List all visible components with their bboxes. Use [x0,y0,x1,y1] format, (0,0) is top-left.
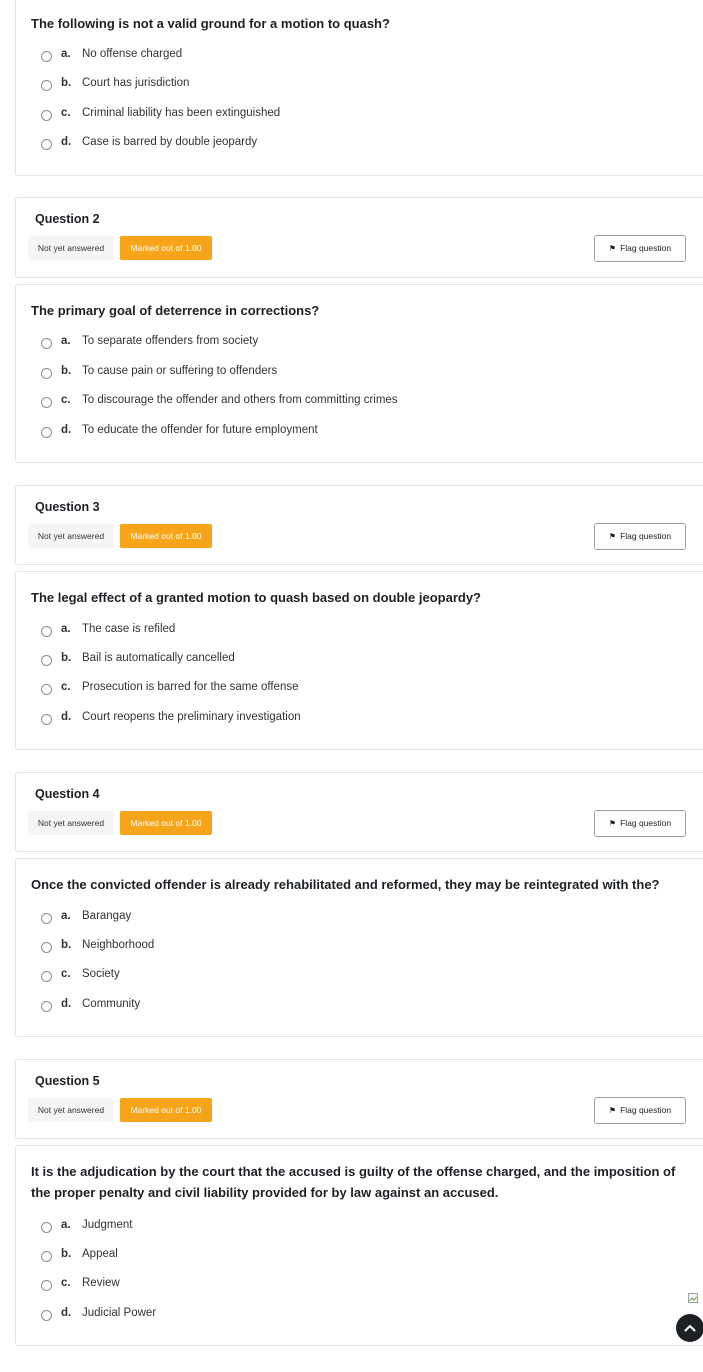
option-text: To cause pain or suffering to offenders [82,365,278,377]
flag-question-button[interactable]: ⚑ Flag question [594,523,686,550]
question-number: Question 4 [35,787,100,801]
option-text: Case is barred by double jeopardy [82,136,258,148]
q5-option-c[interactable] [16,1276,616,1294]
option-text: Review [82,1277,120,1289]
question-state: Not yet answered [28,1098,114,1122]
flag-icon: ⚑ [608,244,617,253]
radio-button[interactable] [41,397,52,408]
flag-icon: ⚑ [608,819,617,828]
option-letter: b. [61,77,72,89]
question-4-info [15,772,703,852]
option-text: Bail is automatically cancelled [82,652,235,664]
option-letter: b. [61,652,72,664]
option-text: Court reopens the preliminary investigation [82,711,301,723]
question-5-info [15,1059,703,1139]
option-letter: d. [61,998,72,1010]
q3-option-a[interactable] [16,622,616,640]
option-text: Prosecution is barred for the same offense [82,681,299,693]
chevron-up-icon [683,1321,697,1335]
option-letter: c. [61,681,71,693]
flag-icon: ⚑ [608,532,617,541]
option-text: Community [82,998,141,1010]
radio-button[interactable] [41,1280,52,1291]
radio-button[interactable] [41,368,52,379]
question-state: Not yet answered [28,811,114,835]
question-4-text: Once the convicted offender is already rehabilitated and reformed, they may be reintegrated with the? [31,877,660,892]
q3-option-c[interactable] [16,680,616,698]
radio-button[interactable] [41,110,52,121]
option-text: To discourage the offender and others from committing crimes [82,394,398,406]
question-number: Question 3 [35,500,100,514]
option-letter: a. [61,48,71,60]
option-text: Appeal [82,1248,118,1260]
question-2-formulation [15,284,703,463]
radio-button[interactable] [41,684,52,695]
question-5-formulation [15,1145,703,1346]
option-letter: b. [61,939,72,951]
radio-button[interactable] [41,626,52,637]
option-text: Barangay [82,910,132,922]
question-1-formulation [15,0,703,176]
radio-button[interactable] [41,1222,52,1233]
option-text: The case is refiled [82,623,176,635]
q2-option-b[interactable] [16,364,616,382]
radio-button[interactable] [41,1310,52,1321]
q2-option-c[interactable] [16,393,616,411]
option-text: To separate offenders from society [82,335,259,347]
option-letter: d. [61,424,72,436]
option-text: Neighborhood [82,939,155,951]
question-grade: Marked out of 1.00 [120,524,212,548]
q1-option-a[interactable] [16,47,616,65]
option-text: Criminal liability has been extinguished [82,107,281,119]
radio-button[interactable] [41,714,52,725]
option-letter: c. [61,968,71,980]
question-state: Not yet answered [28,236,114,260]
option-letter: c. [61,1277,71,1289]
question-1-text: The following is not a valid ground for a motion to quash? [31,16,390,31]
option-letter: a. [61,910,71,922]
option-letter: d. [61,1307,72,1319]
question-state: Not yet answered [28,524,114,548]
q1-option-c[interactable] [16,106,616,124]
question-grade: Marked out of 1.00 [120,811,212,835]
flag-icon: ⚑ [608,1106,617,1115]
question-grade: Marked out of 1.00 [120,236,212,260]
option-letter: b. [61,365,72,377]
option-text: Judicial Power [82,1307,157,1319]
option-letter: a. [61,623,71,635]
radio-button[interactable] [41,942,52,953]
option-letter: b. [61,1248,72,1260]
q3-option-d[interactable] [16,710,616,728]
option-letter: c. [61,394,71,406]
broken-image-icon [688,1293,698,1303]
option-letter: d. [61,711,72,723]
flag-question-button[interactable]: ⚑ Flag question [594,235,686,262]
radio-button[interactable] [41,655,52,666]
option-text: Court has jurisdiction [82,77,190,89]
question-3-text: The legal effect of a granted motion to quash based on double jeopardy? [31,590,481,605]
question-2-text: The primary goal of deterrence in corrections? [31,303,320,318]
question-number: Question 5 [35,1074,100,1088]
q2-option-d[interactable] [16,423,616,441]
question-3-info [15,485,703,565]
option-letter: c. [61,107,71,119]
radio-button[interactable] [41,338,52,349]
radio-button[interactable] [41,1251,52,1262]
radio-button[interactable] [41,971,52,982]
q4-option-c[interactable] [16,967,616,985]
radio-button[interactable] [41,1001,52,1012]
radio-button[interactable] [41,913,52,924]
q1-option-b[interactable] [16,76,616,94]
option-text: Society [82,968,120,980]
question-3-formulation [15,571,703,750]
option-letter: d. [61,136,72,148]
flag-question-button[interactable]: ⚑ Flag question [594,810,686,837]
question-grade: Marked out of 1.00 [120,1098,212,1122]
radio-button[interactable] [41,139,52,150]
q4-option-b[interactable] [16,938,616,956]
q5-option-d[interactable] [16,1306,616,1324]
radio-button[interactable] [41,51,52,62]
q5-option-b[interactable] [16,1247,616,1265]
question-2-info [15,197,703,278]
option-text: No offense charged [82,48,183,60]
question-number: Question 2 [35,212,100,226]
q5-option-a[interactable] [16,1218,616,1236]
option-letter: a. [61,1219,71,1231]
question-5-text: It is the adjudication by the court that the accused is guilty of the offense charged, and the imposition of the proper penalty and civil liability provided for by law against an accused. [31,1164,676,1200]
q3-option-b[interactable] [16,651,616,669]
q2-option-a[interactable] [16,334,616,352]
q4-option-a[interactable] [16,909,616,927]
q4-option-d[interactable] [16,997,616,1015]
option-text: To educate the offender for future employment [82,424,318,436]
radio-button[interactable] [41,427,52,438]
question-4-formulation [15,858,703,1037]
q1-option-d[interactable] [16,135,616,153]
radio-button[interactable] [41,80,52,91]
option-text: Judgment [82,1219,133,1231]
flag-question-button[interactable]: ⚑ Flag question [594,1097,686,1124]
back-to-top-button[interactable] [676,1314,703,1342]
option-letter: a. [61,335,71,347]
